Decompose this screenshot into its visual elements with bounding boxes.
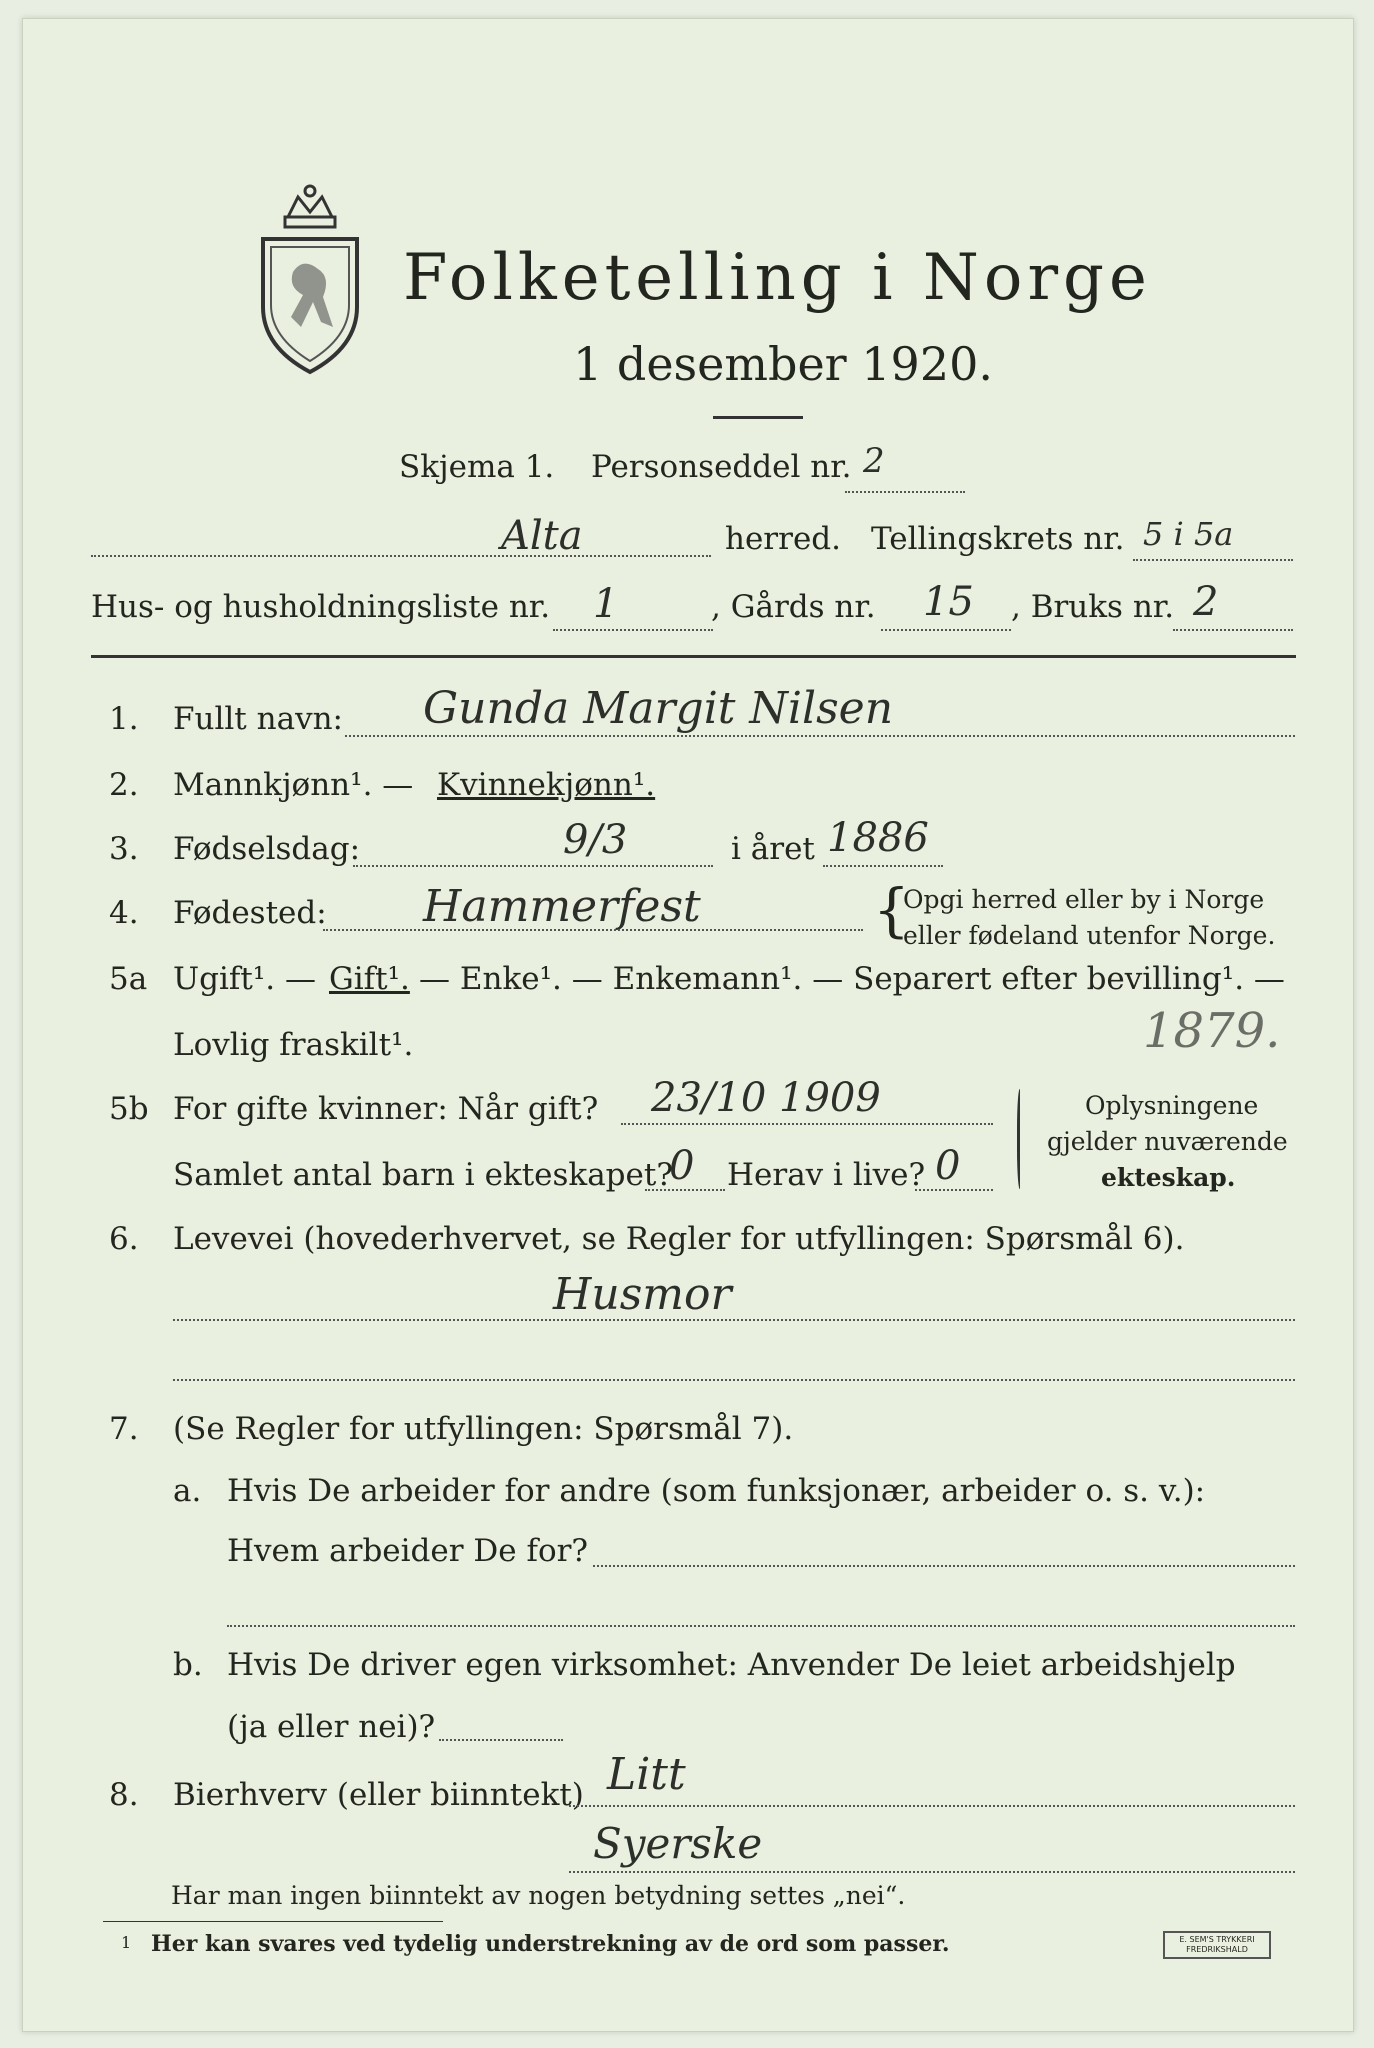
q7a-letter: a. [173, 1473, 202, 1509]
q3-value: 9/3 [563, 817, 628, 863]
q2-number: 2. [109, 767, 139, 803]
q7a-line2: Hvem arbeider De for? [227, 1533, 589, 1569]
q5b-live-label: Herav i live? [727, 1157, 926, 1193]
footnote-divider [103, 1921, 443, 1922]
q4-value: Hammerfest [423, 881, 701, 932]
q8-number: 8. [109, 1777, 139, 1813]
q7-label: (Se Regler for utfyllingen: Spørsmål 7). [173, 1411, 794, 1447]
bruks-line [1173, 629, 1293, 631]
q6-value: Husmor [553, 1269, 732, 1320]
q5b-value: 23/10 1909 [651, 1075, 881, 1121]
q5b-live-value: 0 [935, 1143, 961, 1189]
q5b-number: 5b [109, 1091, 149, 1127]
coat-of-arms-icon [243, 177, 377, 377]
gards-label: , Gårds nr. [711, 589, 876, 625]
hus-value: 1 [593, 581, 619, 627]
q8-value-1: Litt [607, 1749, 686, 1800]
q5a-number: 5a [109, 961, 148, 997]
q4-note-1: Opgi herred eller by i Norge [903, 885, 1265, 914]
q6-label: Levevei (hovederhvervet, se Regler for utfyllingen: Spørsmål 6). [173, 1221, 1185, 1257]
census-form [22, 18, 1354, 2032]
q5b-line [621, 1123, 993, 1125]
q5b-note-3: ekteskap. [1101, 1163, 1236, 1192]
q7b-answer-line [439, 1739, 563, 1741]
q8-line-1 [569, 1805, 1295, 1807]
q5a-gift: Gift¹. [329, 961, 410, 997]
q4-line [323, 929, 863, 931]
q7b-letter: b. [173, 1647, 203, 1683]
personseddel-label: Personseddel nr. [591, 449, 852, 485]
q4-note-2: eller fødeland utenfor Norge. [903, 921, 1276, 950]
q3-year-value: 1886 [827, 815, 929, 861]
q4-brace: { [873, 876, 910, 944]
bruks-label: , Bruks nr. [1011, 589, 1175, 625]
q7b-line1: Hvis De driver egen virksomhet: Anvender De leiet arbeidshjelp [227, 1647, 1236, 1683]
q5b-bracket [1017, 1089, 1024, 1189]
q2-kvinne: Kvinnekjønn¹. [437, 767, 656, 803]
q1-label: Fullt navn: [173, 701, 343, 737]
q4-number: 4. [109, 895, 139, 931]
personseddel-value: 2 [863, 441, 885, 481]
schema-label: Skjema 1. [399, 449, 555, 485]
q5b-note-2: gjelder nuværende [1047, 1127, 1288, 1156]
q4-label: Fødested: [173, 895, 327, 931]
q7b-line2: (ja eller nei)? [227, 1709, 436, 1745]
q6-number: 6. [109, 1221, 139, 1257]
q5b-label: For gifte kvinner: Når gift? [173, 1091, 599, 1127]
q6-line-1 [173, 1319, 1295, 1321]
tellingskrets-value: 5 i 5a [1143, 515, 1234, 553]
footnote-mark: 1 [121, 1933, 132, 1952]
q7a-answer-line-1 [593, 1565, 1295, 1567]
form-date: 1 desember 1920. [573, 337, 993, 391]
q8-label: Bierhverv (eller biinntekt) [173, 1777, 584, 1813]
q5b-live-line [915, 1189, 993, 1191]
printer-stamp: E. SEM'S TRYKKERI FREDRIKSHALD [1163, 1931, 1271, 1959]
gards-value: 15 [923, 579, 974, 625]
biinntekt-note: Har man ingen biinntekt av nogen betydning settes „nei“. [171, 1881, 906, 1910]
q5b-barn-label: Samlet antal barn i ekteskapet? [173, 1157, 673, 1193]
q1-value: Gunda Margit Nilsen [423, 683, 894, 734]
q3-number: 3. [109, 831, 139, 867]
hus-label: Hus- og husholdningsliste nr. [91, 589, 551, 625]
gards-line [881, 629, 1011, 631]
tellingskrets-line [1133, 559, 1293, 561]
q7a-answer-line-2 [227, 1625, 1295, 1627]
q1-line [345, 735, 1295, 737]
herred-line [91, 555, 711, 557]
q8-line-2 [569, 1871, 1295, 1873]
q6-line-2 [173, 1379, 1295, 1381]
q5b-barn-value: 0 [669, 1143, 695, 1189]
tellingskrets-label: Tellingskrets nr. [871, 521, 1125, 557]
q5a-margin-note: 1879. [1143, 1003, 1281, 1059]
q3-year-line [823, 865, 943, 867]
q5a-ugift: Ugift¹. — [173, 961, 316, 997]
q1-number: 1. [109, 701, 139, 737]
hus-line [553, 629, 713, 631]
q7a-line1: Hvis De arbeider for andre (som funksjonær, arbeider o. s. v.): [227, 1473, 1206, 1509]
q3-line [353, 865, 713, 867]
form-title: Folketelling i Norge [403, 241, 1152, 315]
section-divider [91, 655, 1296, 658]
q2-mann: Mannkjønn¹. — [173, 767, 414, 803]
footnote-text: Her kan svares ved tydelig understrekning av de ord som passer. [151, 1931, 950, 1957]
personseddel-line [845, 491, 965, 493]
herred-label: herred. [725, 521, 841, 557]
title-divider [713, 416, 803, 419]
q8-value-2: Syerske [593, 1819, 763, 1868]
q5a-fraskilt: Lovlig fraskilt¹. [173, 1027, 414, 1063]
q3-label: Fødselsdag: [173, 831, 361, 867]
bruks-value: 2 [1193, 579, 1219, 625]
q5b-barn-line [645, 1189, 725, 1191]
q5a-rest: — Enke¹. — Enkemann¹. — Separert efter bevilling¹. — [419, 961, 1285, 997]
q7-number: 7. [109, 1411, 139, 1447]
q5b-note-1: Oplysningene [1085, 1091, 1259, 1120]
herred-value: Alta [501, 513, 583, 559]
q3-year-label: i året [731, 831, 815, 867]
